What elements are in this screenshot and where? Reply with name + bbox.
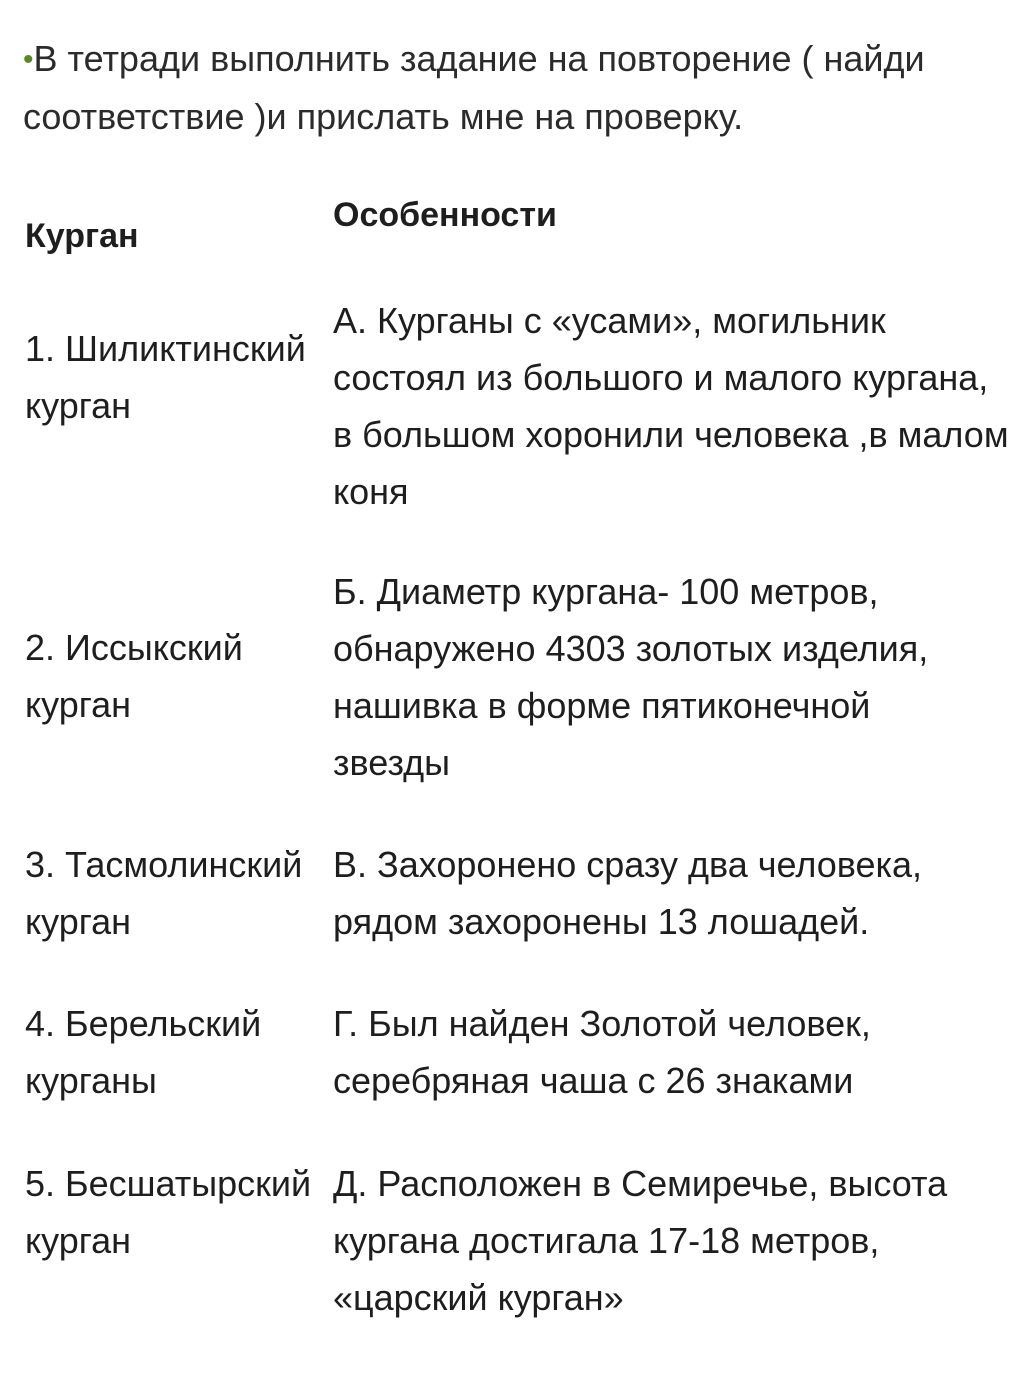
row-4-feature: Г. Был найден Золотой человек, серебряная чаша с 26 знаками [333,1003,871,1101]
row-2-feature: Б. Диаметр кургана- 100 метров, обнаружено 4303 золотых изделия, нашивка в форме пятиконечной звезды [333,571,929,783]
bullet-icon: • [23,43,34,76]
row-5-feature: Д. Расположен в Семиречье, высота кургана достигала 17-18 метров, «царский курган» [333,1163,948,1318]
row-2-mound: 2. Иссыкский курган [25,627,243,725]
intro-text: В тетради выполнить задание на повторение ( найди соответствие )и прислать мне на проверку. [23,38,925,137]
row-1-feature: А. Курганы с «усами», могильник состоял из большого и малого кургана, в большом хоронили человека ,в малом коня [333,300,1009,512]
header-features: Особенности [333,196,557,234]
intro-paragraph [23,30,1003,145]
row-5-mound: 5. Бесшатырский курган [25,1163,312,1261]
row-3-mound: 3. Тасмолинский курган [25,844,303,942]
row-1-mound: 1. Шиликтинский курган [25,328,306,426]
row-4-mound: 4. Берельский курганы [25,1003,262,1101]
header-mound: Курган [25,217,139,255]
row-3-feature: В. Захоронено сразу два человека, рядом захоронены 13 лошадей. [333,844,923,942]
